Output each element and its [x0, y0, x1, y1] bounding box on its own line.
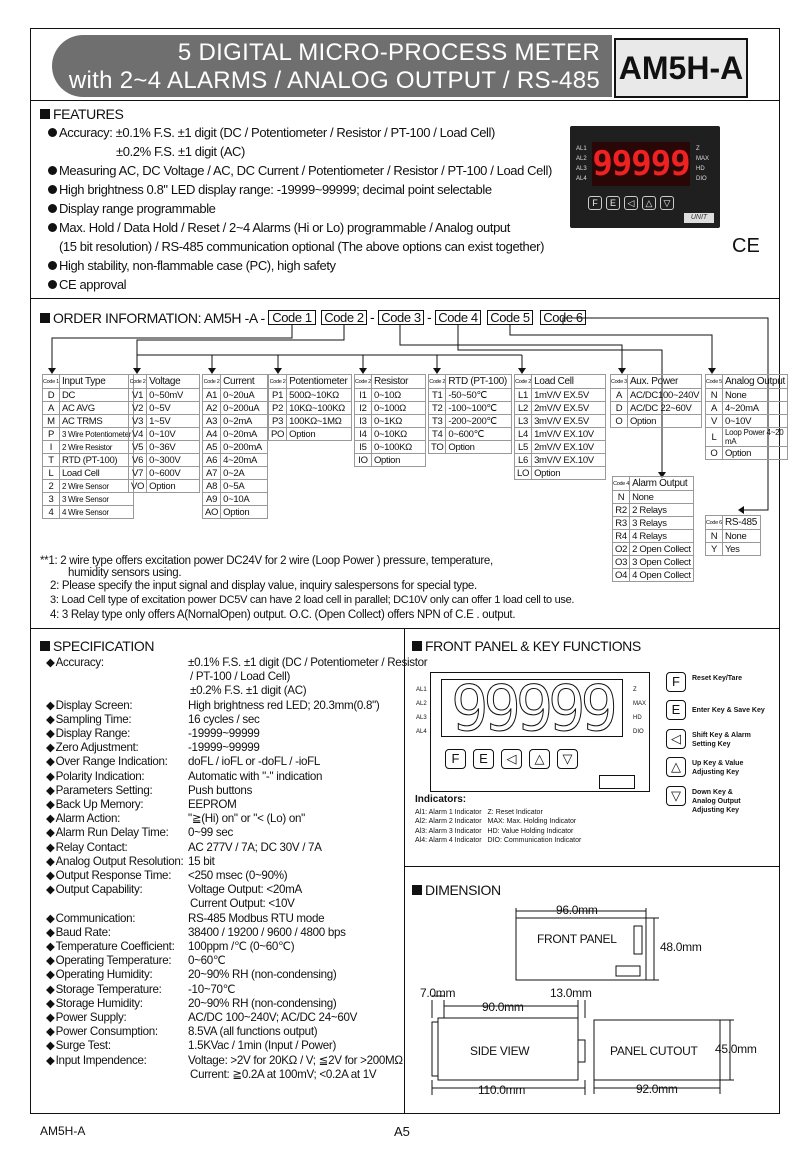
table-row: A4 0~20mA — [203, 428, 268, 441]
table-row: P 3 Wire Potentiometer — [43, 428, 134, 441]
table-row: O Option — [706, 447, 788, 460]
spec-row: ◆ Output Response Time: <250 msec (0~90%) — [46, 869, 427, 883]
order-note-4: 4: 3 Relay type only offers A(NornalOpen) output. O.C. (Open Collect) offers NPN of C.E . output. — [50, 609, 516, 621]
spec-row: ◆ Accuracy: ±0.1% F.S. ±1 digit (DC / Potentiometer / Resistor — [46, 656, 427, 670]
table-row: I1 0~10Ω — [355, 389, 426, 402]
table-row: L3 3mV/V EX.5V — [515, 415, 606, 428]
spec-row: ◆ Input Impendence: Voltage: >2V for 20KΩ / V; ≦2V for >200MΩ — [46, 1054, 427, 1068]
table-row: 3 3 Wire Sensor — [43, 493, 134, 506]
table-row: I3 0~1KΩ — [355, 415, 426, 428]
spec-row: ◆ Operating Temperature: 0~60℃ — [46, 954, 427, 968]
spec-row: ◆ Baud Rate: 38400 / 19200 / 9600 / 4800 bps — [46, 926, 427, 940]
current-table: Code 2 Current A1 0~20uA A2 0~200uA A3 0~2mA A4 0~20mA A5 0~200mA A6 4~20mA A7 0~2A A8 0~5A A9 0~10A AO Option — [202, 374, 268, 519]
spec-row: ◆ Zero Adjustment: -19999~99999 — [46, 741, 427, 755]
table-row: O2 2 Open Collect — [613, 543, 694, 556]
down-key-icon: ▽ — [660, 196, 674, 210]
divider — [404, 866, 780, 867]
table-row: O4 4 Open Collect — [613, 569, 694, 582]
f-key-icon: F — [588, 196, 602, 210]
spec-heading: SPECIFICATION — [40, 638, 154, 654]
table-row: L2 2mV/V EX.5V — [515, 402, 606, 415]
f-key-icon: F — [445, 749, 466, 769]
table-row: P3 100KΩ~1MΩ — [269, 415, 352, 428]
table-row: A 4~20mA — [706, 402, 788, 415]
title-line-1: 5 DIGITAL MICRO-PROCESS METER — [177, 39, 600, 66]
model-badge: AM5H-A — [614, 38, 748, 98]
order-note-1b: humidity sensors using. — [68, 567, 182, 579]
table-row: O3 3 Open Collect — [613, 556, 694, 569]
dim-side-label: SIDE VIEW — [470, 1044, 530, 1058]
table-row: 2 2 Wire Sensor — [43, 480, 134, 493]
table-row: N None — [706, 530, 761, 543]
aux-power-table: Code 3 Aux. Power A AC/DC100~240V D AC/DC 22~60V O Option — [610, 374, 702, 428]
table-row: P2 10KΩ~100KΩ — [269, 402, 352, 415]
spec-row: ◆ Relay Contact: AC 277V / 7A; DC 30V / 7A — [46, 841, 427, 855]
meter-photo: AL1 AL2 AL3 AL4 99999 Z MAX HD DIO F E ◁ △ ▽ UNIT — [570, 126, 720, 228]
up-key-icon: △ — [642, 196, 656, 210]
table-row: Y Yes — [706, 543, 761, 556]
key-function-f: F Reset Key/Tare — [666, 672, 762, 692]
enter-key-icon: E — [666, 700, 686, 720]
resistor-table: Code 2 Resistor I1 0~10Ω I2 0~100Ω I3 0~1KΩ I4 0~10KΩ I5 0~100KΩ IO Option — [354, 374, 426, 467]
table-row: VO Option — [129, 480, 200, 493]
feature-item: CE approval — [48, 275, 552, 294]
table-row: O Option — [611, 415, 702, 428]
dim-13: 13.0mm — [550, 986, 592, 1000]
f-key-icon: F — [666, 672, 686, 692]
table-row: R4 4 Relays — [613, 530, 694, 543]
table-row: T3 -200~200℃ — [429, 415, 512, 428]
table-row: IO Option — [355, 454, 426, 467]
spec-row: ◆ Display Range: -19999~99999 — [46, 727, 427, 741]
spec-row: ◆ Polarity Indication: Automatic with "-" indication — [46, 770, 427, 784]
table-row: V4 0~10V — [129, 428, 200, 441]
shift-key-icon: ◁ — [624, 196, 638, 210]
dim-48: 48.0mm — [660, 940, 702, 954]
table-row: I5 0~100KΩ — [355, 441, 426, 454]
table-row: T4 0~600℃ — [429, 428, 512, 441]
table-row: T2 -100~100℃ — [429, 402, 512, 415]
order-code-3: Code 3 — [378, 310, 424, 325]
front-panel-display: 99999 — [441, 679, 623, 737]
table-row: V5 0~36V — [129, 441, 200, 454]
spec-row: ◆ Storage Temperature: -10~70℃ — [46, 983, 427, 997]
spec-row: ◆ Over Range Indication: doFL / ioFL or -doFL / -ioFL — [46, 755, 427, 769]
alarm-output-table: Code 4 Alarm Output N None R2 2 Relays R3 3 Relays R4 4 Relays O2 2 Open Collect O3 3 Open Collect O4 4 Open Collect — [612, 476, 694, 582]
order-code-5: Code 5 — [487, 310, 533, 325]
rs485-table: Code 6 RS-485 N None Y Yes — [705, 515, 761, 556]
spec-row: ◆ Sampling Time: 16 cycles / sec — [46, 713, 427, 727]
table-row: D AC/DC 22~60V — [611, 402, 702, 415]
table-row: T RTD (PT-100) — [43, 454, 134, 467]
table-row: L4 1mV/V EX.10V — [515, 428, 606, 441]
table-row: R2 2 Relays — [613, 504, 694, 517]
spec-row: ◆ Storage Humidity: 20~90% RH (non-condensing) — [46, 997, 427, 1011]
table-row: A AC AVG — [43, 402, 134, 415]
input-type-table: Code 1 Input Type D DC A AC AVG M AC TRMS P 3 Wire Potentiometer I 2 Wire Resistor T RTD (PT-100) L Load Cell 2 2 Wire Sensor 3 3 Wire Sensor 4 4 Wire Sensor — [42, 374, 134, 519]
title-line-2: with 2~4 ALARMS / ANALOG OUTPUT / RS-485 — [68, 67, 600, 94]
dim-110: 110.0mm — [478, 1083, 526, 1097]
up-key-icon: △ — [529, 749, 550, 769]
features-heading: FEATURES — [40, 106, 123, 122]
spec-row: ◆ Communication: RS-485 Modbus RTU mode — [46, 912, 427, 926]
page-number: A5 — [394, 1124, 410, 1139]
order-code-6: Code 6 — [540, 310, 586, 325]
unit-label: UNIT — [684, 213, 714, 223]
dim-96: 96.0mm — [556, 903, 598, 917]
table-row: A AC/DC100~240V — [611, 389, 702, 402]
feature-item: Display range programmable — [48, 199, 552, 218]
table-row: A9 0~10A — [203, 493, 268, 506]
key-function-enter: E Enter Key & Save Key — [666, 700, 774, 720]
table-row: L1 1mV/V EX.5V — [515, 389, 606, 402]
key-function-up: △ Up Key & Value Adjusting Key — [666, 757, 768, 777]
divider — [30, 628, 780, 629]
dim-92: 92.0mm — [636, 1082, 678, 1096]
table-row: PO Option — [269, 428, 352, 441]
order-code-1: Code 1 — [268, 310, 316, 325]
table-row: A3 0~2mA — [203, 415, 268, 428]
spec-row: ◆ Analog Output Resolution: 15 bit — [46, 855, 427, 869]
analog-output-table: Code 5 Analog Output N None A 4~20mA V 0~10V L Loop Power 4~20 mA O Option — [705, 374, 788, 460]
table-row: R3 3 Relays — [613, 517, 694, 530]
order-note-3: 3: Load Cell type of excitation power DC5V can have 2 load cell in parallel; DC10V only can offer 1 load cell to use. — [50, 594, 575, 606]
table-row: N None — [613, 491, 694, 504]
table-row: 4 4 Wire Sensor — [43, 506, 134, 519]
feature-item: High stability, non-flammable case (PC), high safety — [48, 256, 552, 275]
shift-key-icon: ◁ — [501, 749, 522, 769]
up-key-icon: △ — [666, 757, 686, 777]
table-row: TO Option — [429, 441, 512, 454]
feature-item: ±0.2% F.S. ±1 digit (AC) — [116, 144, 245, 159]
enter-key-icon: E — [473, 749, 494, 769]
spec-row: ◆ Back Up Memory: EEPROM — [46, 798, 427, 812]
table-row: LO Option — [515, 467, 606, 480]
spec-row: ◆ Surge Test: 1.5KVac / 1min (Input / Power) — [46, 1039, 427, 1053]
feature-item: High brightness 0.8" LED display range: -19999~99999; decimal point selectable — [48, 180, 552, 199]
table-row: V2 0~5V — [129, 402, 200, 415]
indicator-legend: Indicators: Al1: Alarm 1 Indicator Al2: Alarm 2 Indicator Al3: Alarm 3 Indicator Al4: Alarm 4 Indicator Z: Reset Indicator MAX: Max. Holding Indicator HD: Value Holding Indicator DIO: Communication Indicator — [415, 794, 582, 844]
front-panel-drawing: AL1 AL2 AL3 AL4 99999 Z MAX HD DIO F E ◁ △ ▽ — [430, 672, 650, 792]
dim-7: 7.0mm — [420, 986, 456, 1000]
ce-mark: CE — [732, 235, 760, 257]
spec-row: ◆ Alarm Action: "≧(Hi) on" or "< (Lo) on" — [46, 812, 427, 826]
table-row: T1 -50~50℃ — [429, 389, 512, 402]
meter-display: 99999 — [592, 144, 690, 184]
spec-row: ◆ Power Consumption: 8.5VA (all functions output) — [46, 1025, 427, 1039]
feature-item: Accuracy: ±0.1% F.S. ±1 digit (DC / Potentiometer / Resistor / PT-100 / Load Cell) — [48, 123, 552, 142]
table-row: V3 1~5V — [129, 415, 200, 428]
spec-row: ◆ Operating Humidity: 20~90% RH (non-condensing) — [46, 968, 427, 982]
table-row: I2 0~100Ω — [355, 402, 426, 415]
table-row: P1 500Ω~10KΩ — [269, 389, 352, 402]
table-row: V6 0~300V — [129, 454, 200, 467]
table-row: I4 0~10KΩ — [355, 428, 426, 441]
dimension-heading: DIMENSION — [412, 882, 501, 898]
enter-key-icon: E — [606, 196, 620, 210]
down-key-icon: ▽ — [557, 749, 578, 769]
table-row: A2 0~200uA — [203, 402, 268, 415]
spec-row: ◆ Output Capability: Voltage Output: <20mA — [46, 883, 427, 897]
feature-item: Measuring AC, DC Voltage / AC, DC Current / Potentiometer / Resistor / PT-100 / Load Cell) — [48, 161, 552, 180]
table-row: L5 2mV/V EX.10V — [515, 441, 606, 454]
table-row: V1 0~50mV — [129, 389, 200, 402]
table-row: L6 3mV/V EX.10V — [515, 454, 606, 467]
spec-row: ◆ Temperature Coefficient: 100ppm /℃ (0~60℃) — [46, 940, 427, 954]
table-row: A8 0~5A — [203, 480, 268, 493]
loadcell-table: Code 2 Load Cell L1 1mV/V EX.5V L2 2mV/V EX.5V L3 3mV/V EX.5V L4 1mV/V EX.10V L5 2mV/V EX.10V L6 3mV/V EX.10V LO Option — [514, 374, 606, 480]
order-code-4: Code 4 — [435, 310, 481, 325]
key-function-shift: ◁ Shift Key & Alarm Setting Key — [666, 729, 762, 749]
spec-row: ◆ Power Supply: AC/DC 100~240V; AC/DC 24~60V — [46, 1011, 427, 1025]
table-row: M AC TRMS — [43, 415, 134, 428]
unit-window — [599, 775, 635, 789]
table-row: V 0~10V — [706, 415, 788, 428]
dim-90: 90.0mm — [482, 1000, 524, 1014]
spec-row: ◆ Alarm Run Delay Time: 0~99 sec — [46, 826, 427, 840]
table-row: A7 0~2A — [203, 467, 268, 480]
spec-row: ◆ Parameters Setting: Push buttons — [46, 784, 427, 798]
shift-key-icon: ◁ — [666, 729, 686, 749]
down-key-icon: ▽ — [666, 786, 686, 806]
table-row: A1 0~20uA — [203, 389, 268, 402]
feature-item: Max. Hold / Data Hold / Reset / 2~4 Alarms (Hi or Lo) programmable / Analog output — [48, 218, 552, 237]
table-row: V7 0~600V — [129, 467, 200, 480]
dim-45: 45.0mm — [715, 1042, 757, 1056]
table-row: L Loop Power 4~20 mA — [706, 428, 788, 447]
table-row: L Load Cell — [43, 467, 134, 480]
feature-item: (15 bit resolution) / RS-485 communication optional (The above options can exist together) — [59, 239, 545, 254]
table-row: N None — [706, 389, 788, 402]
order-note-2: 2: Please specify the input signal and display value, inquiry salespersons for special type. — [50, 580, 477, 592]
spec-row: ◆ Display Screen: High brightness red LED; 20.3mm(0.8") — [46, 699, 427, 713]
key-function-down: ▽ Down Key & Analog Output Adjusting Key — [666, 786, 752, 815]
voltage-table: Code 2 Voltage V1 0~50mV V2 0~5V V3 1~5V V4 0~10V V5 0~36V V6 0~300V V7 0~600V VO Option — [128, 374, 200, 493]
spec-list: ◆ Accuracy: ±0.1% F.S. ±1 digit (DC / Potentiometer / Resistor / PT-100 / Load Cell) ±0.2% F.S. ±1 digit (AC) ◆ Display Screen: High brightness red LED; 20.3mm(0.8") ◆ Sampling Time: 16 cycles / sec ◆ Display Range: -19999~99999 ◆ Zero Adjustment: -19999~99999 ◆ Over Range Indication: doFL / ioFL or -doFL / -ioFL ◆ Polarity Indication: Automatic with "-" indication ◆ Parameters Setting: Push buttons ◆ Back Up Memory: EEPROM ◆ Alarm Action: "≧(Hi) on" or "< (Lo) on" ◆ Alarm Run Delay Time: 0~99 sec ◆ Relay Contact: AC 277V / 7A; DC 30V / 7A ◆ Analog Output Resolution: 15 bit ◆ Output Response Time: <250 msec (0~90%) ◆ Output Capability: Voltage Output: <20mA Current Output: <10V ◆ Communication: RS-485 Modbus RTU mode ◆ Baud Rate: 38400 / 19200 / 9600 / 4800 bps ◆ Temperature Coefficient: 100ppm /℃ (0~60℃) ◆ Operating Temperature: 0~60℃ ◆ Operating Humidity: 20~90% RH (non-condensing) ◆ Storage Temperature: -10~70℃ ◆ Storage Humidity: 20~90% RH (non-condensing) ◆ Power Supply: AC/DC 100~240V; AC/DC 24~60V ◆ Power Consumption: 8.5VA (all functions output) ◆ Surge Test: 1.5KVac / 1min (Input / Power) ◆ Input Impendence: Voltage: >2V for 20KΩ / V; ≦2V for >200MΩ Current: ≧0.2A at 100mV; <0.2A at 1V — [46, 656, 427, 1082]
potentiometer-table: Code 2 Potentiometer P1 500Ω~10KΩ P2 10KΩ~100KΩ P3 100KΩ~1MΩ PO Option — [268, 374, 352, 441]
table-row: I 2 Wire Resistor — [43, 441, 134, 454]
front-panel-heading: FRONT PANEL & KEY FUNCTIONS — [412, 638, 641, 654]
order-note-1: **1: 2 wire type offers excitation power DC24V for 2 wire (Loop Power ) pressure, temperature, — [40, 555, 493, 567]
rtd-table: Code 2 RTD (PT-100) T1 -50~50℃ T2 -100~100℃ T3 -200~200℃ T4 0~600℃ TO Option — [428, 374, 512, 454]
footer-model: AM5H-A — [40, 1124, 86, 1138]
table-row: D DC — [43, 389, 134, 402]
dim-cut-label: PANEL CUTOUT — [610, 1044, 698, 1058]
table-row: A6 4~20mA — [203, 454, 268, 467]
table-row: A5 0~200mA — [203, 441, 268, 454]
table-row: AO Option — [203, 506, 268, 519]
order-code-2: Code 2 — [321, 310, 367, 325]
dim-front-label: FRONT PANEL — [537, 932, 617, 946]
order-heading: ORDER INFORMATION: AM5H -A - — [40, 310, 265, 326]
